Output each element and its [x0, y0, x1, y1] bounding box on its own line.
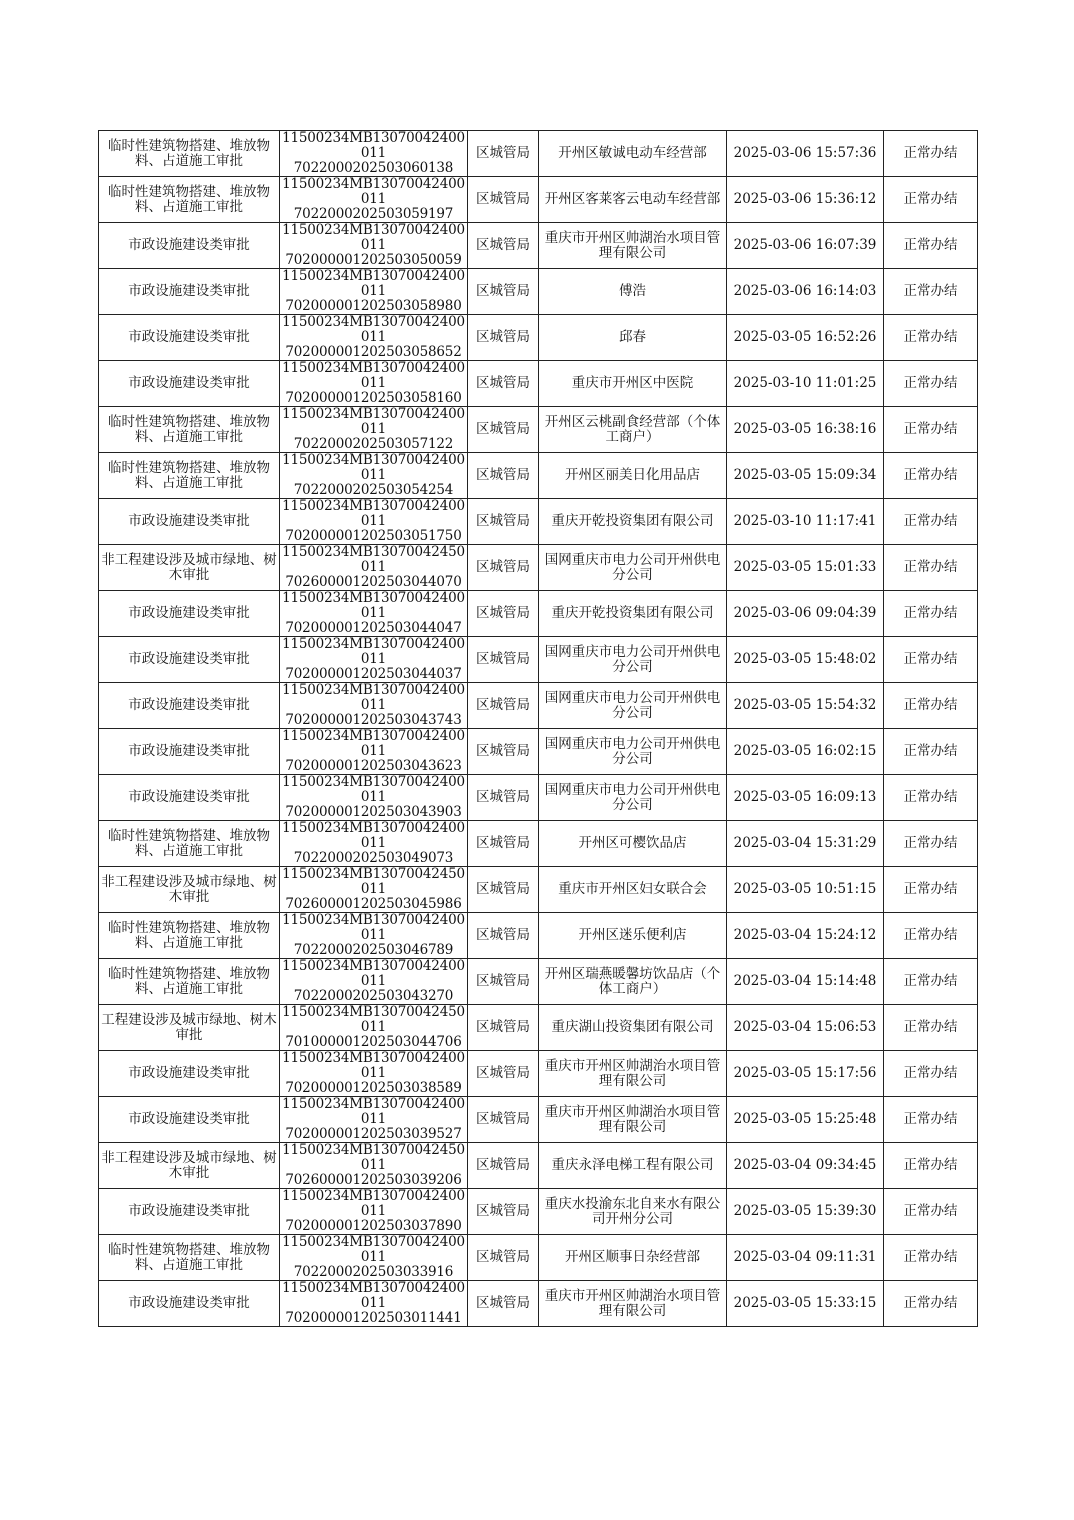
status-cell: 正常办结 [884, 545, 978, 591]
completion-time-cell: 2025-03-10 11:17:41 [727, 499, 884, 545]
approval-type-cell: 市政设施建设类审批 [99, 499, 280, 545]
case-code-line: 7022000202503043270 [293, 988, 454, 1004]
status-cell: 正常办结 [884, 913, 978, 959]
table-row [99, 1281, 978, 1327]
case-code-line: 11500234MB13070042400011 [282, 1096, 465, 1127]
case-code-cell [280, 913, 468, 959]
completion-time-cell: 2025-03-05 16:02:15 [727, 729, 884, 775]
case-code-line: 11500234MB13070042450011 [282, 1004, 465, 1035]
completion-time-cell: 2025-03-05 15:25:48 [727, 1097, 884, 1143]
case-code-cell [280, 591, 468, 637]
applicant-cell: 重庆市开州区中医院 [539, 361, 727, 407]
applicant-cell: 国网重庆市电力公司开州供电分公司 [539, 683, 727, 729]
case-code-line: 702000001202503058652 [285, 344, 462, 360]
completion-time-cell: 2025-03-05 15:09:34 [727, 453, 884, 499]
case-code-cell [280, 1097, 468, 1143]
applicant-cell: 重庆开乾投资集团有限公司 [539, 499, 727, 545]
case-code-line: 702000001202503058160 [285, 390, 462, 406]
case-code-line: 11500234MB13070042400011 [282, 682, 465, 713]
case-code-cell [280, 361, 468, 407]
status-cell: 正常办结 [884, 867, 978, 913]
case-code-line: 11500234MB13070042400011 [282, 774, 465, 805]
case-code-line: 702000001202503050059 [285, 252, 462, 268]
table-row [99, 867, 978, 913]
case-code-line: 7022000202503033916 [293, 1264, 454, 1280]
case-code-line: 11500234MB13070042400011 [282, 1050, 465, 1081]
case-code-cell [280, 683, 468, 729]
table-row [99, 269, 978, 315]
case-code-cell [280, 775, 468, 821]
applicant-cell: 重庆永泽电梯工程有限公司 [539, 1143, 727, 1189]
department-cell: 区城管局 [468, 775, 539, 821]
department-cell: 区城管局 [468, 1189, 539, 1235]
case-code-line: 702000001202503051750 [285, 528, 462, 544]
status-cell: 正常办结 [884, 1097, 978, 1143]
applicant-cell: 重庆市开州区妇女联合会 [539, 867, 727, 913]
department-cell: 区城管局 [468, 821, 539, 867]
case-code-line: 11500234MB13070042400011 [282, 912, 465, 943]
table-row [99, 729, 978, 775]
table-row [99, 1097, 978, 1143]
applicant-cell: 傅浩 [539, 269, 727, 315]
applicant-cell: 开州区顺事日杂经营部 [539, 1235, 727, 1281]
case-code-cell [280, 729, 468, 775]
department-cell: 区城管局 [468, 545, 539, 591]
applicant-cell: 开州区云桃副食经营部（个体工商户） [539, 407, 727, 453]
case-code-line: 701000001202503044706 [285, 1034, 462, 1050]
case-code-line: 702000001202503044047 [285, 620, 462, 636]
approval-type-cell: 市政设施建设类审批 [99, 1051, 280, 1097]
table-row [99, 683, 978, 729]
status-cell: 正常办结 [884, 637, 978, 683]
case-code-line: 702000001202503043743 [285, 712, 462, 728]
case-code-cell [280, 1281, 468, 1327]
department-cell: 区城管局 [468, 1051, 539, 1097]
case-code-line: 702000001202503037890 [285, 1218, 462, 1234]
approval-type-cell: 临时性建筑物搭建、堆放物料、占道施工审批 [99, 131, 280, 177]
department-cell: 区城管局 [468, 223, 539, 269]
table-row [99, 453, 978, 499]
case-code-line: 702000001202503011441 [285, 1310, 462, 1326]
case-code-line: 11500234MB13070042400011 [282, 498, 465, 529]
case-code-line: 702000001202503039527 [285, 1126, 462, 1142]
case-code-cell [280, 177, 468, 223]
approval-type-cell: 非工程建设涉及城市绿地、树木审批 [99, 545, 280, 591]
status-cell: 正常办结 [884, 821, 978, 867]
applicant-cell: 国网重庆市电力公司开州供电分公司 [539, 775, 727, 821]
applicant-cell: 重庆市开州区帅湖治水项目管理有限公司 [539, 223, 727, 269]
case-code-line: 11500234MB13070042400011 [282, 452, 465, 483]
status-cell: 正常办结 [884, 1005, 978, 1051]
table-row [99, 821, 978, 867]
table-row [99, 775, 978, 821]
completion-time-cell: 2025-03-04 15:14:48 [727, 959, 884, 1005]
department-cell: 区城管局 [468, 867, 539, 913]
approval-type-cell: 临时性建筑物搭建、堆放物料、占道施工审批 [99, 959, 280, 1005]
table-row [99, 177, 978, 223]
approval-type-cell: 临时性建筑物搭建、堆放物料、占道施工审批 [99, 407, 280, 453]
case-code-line: 11500234MB13070042400011 [282, 314, 465, 345]
case-code-line: 11500234MB13070042400011 [282, 958, 465, 989]
table-row [99, 591, 978, 637]
case-code-line: 11500234MB13070042400011 [282, 1188, 465, 1219]
status-cell: 正常办结 [884, 177, 978, 223]
department-cell: 区城管局 [468, 499, 539, 545]
status-cell: 正常办结 [884, 591, 978, 637]
approval-type-cell: 市政设施建设类审批 [99, 775, 280, 821]
case-code-cell [280, 315, 468, 361]
case-code-line: 11500234MB13070042400011 [282, 222, 465, 253]
approval-type-cell: 市政设施建设类审批 [99, 269, 280, 315]
completion-time-cell: 2025-03-05 16:52:26 [727, 315, 884, 361]
department-cell: 区城管局 [468, 361, 539, 407]
completion-time-cell: 2025-03-06 16:14:03 [727, 269, 884, 315]
approval-type-cell: 市政设施建设类审批 [99, 361, 280, 407]
case-code-line: 11500234MB13070042400011 [282, 176, 465, 207]
case-code-cell [280, 637, 468, 683]
case-code-cell [280, 223, 468, 269]
department-cell: 区城管局 [468, 177, 539, 223]
applicant-cell: 重庆市开州区帅湖治水项目管理有限公司 [539, 1281, 727, 1327]
case-code-line: 7022000202503049073 [293, 850, 454, 866]
applicant-cell: 邱春 [539, 315, 727, 361]
case-code-line: 702000001202503044037 [285, 666, 462, 682]
case-code-cell [280, 269, 468, 315]
case-code-line: 7022000202503046789 [293, 942, 454, 958]
completion-time-cell: 2025-03-05 10:51:15 [727, 867, 884, 913]
approval-type-cell: 市政设施建设类审批 [99, 315, 280, 361]
case-code-cell [280, 1235, 468, 1281]
case-code-line: 702000001202503043623 [285, 758, 462, 774]
status-cell: 正常办结 [884, 683, 978, 729]
applicant-cell: 重庆开乾投资集团有限公司 [539, 591, 727, 637]
completion-time-cell: 2025-03-04 15:31:29 [727, 821, 884, 867]
applicant-cell: 开州区迷乐便利店 [539, 913, 727, 959]
department-cell: 区城管局 [468, 1281, 539, 1327]
completion-time-cell: 2025-03-04 15:24:12 [727, 913, 884, 959]
applicant-cell: 重庆市开州区帅湖治水项目管理有限公司 [539, 1051, 727, 1097]
case-code-cell [280, 1143, 468, 1189]
case-code-line: 11500234MB13070042400011 [282, 130, 465, 161]
approval-type-cell: 临时性建筑物搭建、堆放物料、占道施工审批 [99, 1235, 280, 1281]
status-cell: 正常办结 [884, 269, 978, 315]
table-row [99, 499, 978, 545]
case-code-line: 702000001202503058980 [285, 298, 462, 314]
approval-records-table [98, 130, 978, 1327]
case-code-line: 11500234MB13070042400011 [282, 820, 465, 851]
status-cell: 正常办结 [884, 1235, 978, 1281]
table-row [99, 315, 978, 361]
approval-type-cell: 临时性建筑物搭建、堆放物料、占道施工审批 [99, 177, 280, 223]
case-code-line: 702600001202503044070 [285, 574, 462, 590]
table-row [99, 1143, 978, 1189]
applicant-cell: 开州区客莱客云电动车经营部 [539, 177, 727, 223]
department-cell: 区城管局 [468, 1005, 539, 1051]
approval-type-cell: 市政设施建设类审批 [99, 1097, 280, 1143]
approval-type-cell: 临时性建筑物搭建、堆放物料、占道施工审批 [99, 453, 280, 499]
department-cell: 区城管局 [468, 1097, 539, 1143]
approval-type-cell: 市政设施建设类审批 [99, 591, 280, 637]
approval-type-cell: 市政设施建设类审批 [99, 223, 280, 269]
completion-time-cell: 2025-03-06 16:07:39 [727, 223, 884, 269]
table-row [99, 361, 978, 407]
applicant-cell: 开州区丽美日化用品店 [539, 453, 727, 499]
department-cell: 区城管局 [468, 407, 539, 453]
approval-type-cell: 非工程建设涉及城市绿地、树木审批 [99, 867, 280, 913]
case-code-cell [280, 1189, 468, 1235]
completion-time-cell: 2025-03-05 15:48:02 [727, 637, 884, 683]
case-code-cell [280, 867, 468, 913]
status-cell: 正常办结 [884, 407, 978, 453]
applicant-cell: 国网重庆市电力公司开州供电分公司 [539, 545, 727, 591]
completion-time-cell: 2025-03-05 16:38:16 [727, 407, 884, 453]
completion-time-cell: 2025-03-05 15:33:15 [727, 1281, 884, 1327]
case-code-line: 7022000202503054254 [293, 482, 454, 498]
applicant-cell: 重庆水投渝东北自来水有限公司开州分公司 [539, 1189, 727, 1235]
status-cell: 正常办结 [884, 1189, 978, 1235]
status-cell: 正常办结 [884, 131, 978, 177]
case-code-line: 7022000202503059197 [293, 206, 454, 222]
status-cell: 正常办结 [884, 959, 978, 1005]
completion-time-cell: 2025-03-05 15:54:32 [727, 683, 884, 729]
approval-type-cell: 市政设施建设类审批 [99, 637, 280, 683]
applicant-cell: 国网重庆市电力公司开州供电分公司 [539, 637, 727, 683]
table-row [99, 637, 978, 683]
applicant-cell: 开州区敏诚电动车经营部 [539, 131, 727, 177]
status-cell: 正常办结 [884, 729, 978, 775]
status-cell: 正常办结 [884, 499, 978, 545]
table-row [99, 913, 978, 959]
case-code-line: 11500234MB13070042400011 [282, 590, 465, 621]
department-cell: 区城管局 [468, 637, 539, 683]
case-code-line: 702600001202503039206 [285, 1172, 462, 1188]
case-code-cell [280, 499, 468, 545]
case-code-cell [280, 821, 468, 867]
table-row [99, 223, 978, 269]
approval-type-cell: 市政设施建设类审批 [99, 683, 280, 729]
case-code-cell [280, 1051, 468, 1097]
case-code-line: 702600001202503045986 [285, 896, 462, 912]
case-code-line: 11500234MB13070042450011 [282, 1142, 465, 1173]
completion-time-cell: 2025-03-10 11:01:25 [727, 361, 884, 407]
table-row [99, 407, 978, 453]
completion-time-cell: 2025-03-05 15:39:30 [727, 1189, 884, 1235]
status-cell: 正常办结 [884, 775, 978, 821]
approval-type-cell: 市政设施建设类审批 [99, 1189, 280, 1235]
case-code-cell [280, 131, 468, 177]
case-code-line: 11500234MB13070042400011 [282, 360, 465, 391]
status-cell: 正常办结 [884, 1051, 978, 1097]
status-cell: 正常办结 [884, 361, 978, 407]
department-cell: 区城管局 [468, 453, 539, 499]
status-cell: 正常办结 [884, 453, 978, 499]
case-code-line: 7022000202503057122 [293, 436, 454, 452]
case-code-line: 11500234MB13070042450011 [282, 866, 465, 897]
case-code-line: 11500234MB13070042400011 [282, 728, 465, 759]
department-cell: 区城管局 [468, 959, 539, 1005]
case-code-cell [280, 959, 468, 1005]
case-code-line: 11500234MB13070042400011 [282, 406, 465, 437]
applicant-cell: 开州区可樱饮品店 [539, 821, 727, 867]
case-code-cell [280, 545, 468, 591]
table-row [99, 1189, 978, 1235]
records-table-body [99, 131, 978, 1327]
case-code-line: 702000001202503043903 [285, 804, 462, 820]
approval-type-cell: 工程建设涉及城市绿地、树木审批 [99, 1005, 280, 1051]
department-cell: 区城管局 [468, 729, 539, 775]
table-row [99, 545, 978, 591]
department-cell: 区城管局 [468, 1143, 539, 1189]
completion-time-cell: 2025-03-05 15:01:33 [727, 545, 884, 591]
case-code-cell [280, 453, 468, 499]
completion-time-cell: 2025-03-04 09:11:31 [727, 1235, 884, 1281]
case-code-line: 11500234MB13070042400011 [282, 1280, 465, 1311]
applicant-cell: 重庆市开州区帅湖治水项目管理有限公司 [539, 1097, 727, 1143]
table-row [99, 1235, 978, 1281]
case-code-line: 702000001202503038589 [285, 1080, 462, 1096]
case-code-line: 11500234MB13070042400011 [282, 636, 465, 667]
approval-type-cell: 非工程建设涉及城市绿地、树木审批 [99, 1143, 280, 1189]
applicant-cell: 国网重庆市电力公司开州供电分公司 [539, 729, 727, 775]
completion-time-cell: 2025-03-05 15:17:56 [727, 1051, 884, 1097]
table-row [99, 1051, 978, 1097]
department-cell: 区城管局 [468, 315, 539, 361]
completion-time-cell: 2025-03-06 09:04:39 [727, 591, 884, 637]
approval-type-cell: 市政设施建设类审批 [99, 1281, 280, 1327]
status-cell: 正常办结 [884, 1281, 978, 1327]
case-code-line: 7022000202503060138 [293, 160, 454, 176]
approval-type-cell: 临时性建筑物搭建、堆放物料、占道施工审批 [99, 821, 280, 867]
department-cell: 区城管局 [468, 1235, 539, 1281]
table-row [99, 959, 978, 1005]
completion-time-cell: 2025-03-06 15:57:36 [727, 131, 884, 177]
status-cell: 正常办结 [884, 315, 978, 361]
department-cell: 区城管局 [468, 269, 539, 315]
case-code-line: 11500234MB13070042450011 [282, 544, 465, 575]
table-row [99, 131, 978, 177]
completion-time-cell: 2025-03-05 16:09:13 [727, 775, 884, 821]
department-cell: 区城管局 [468, 131, 539, 177]
department-cell: 区城管局 [468, 591, 539, 637]
case-code-line: 11500234MB13070042400011 [282, 1234, 465, 1265]
table-row [99, 1005, 978, 1051]
case-code-cell [280, 407, 468, 453]
completion-time-cell: 2025-03-04 15:06:53 [727, 1005, 884, 1051]
case-code-line: 11500234MB13070042400011 [282, 268, 465, 299]
status-cell: 正常办结 [884, 1143, 978, 1189]
completion-time-cell: 2025-03-04 09:34:45 [727, 1143, 884, 1189]
applicant-cell: 开州区瑞燕暖馨坊饮品店（个体工商户） [539, 959, 727, 1005]
approval-type-cell: 市政设施建设类审批 [99, 729, 280, 775]
case-code-cell [280, 1005, 468, 1051]
completion-time-cell: 2025-03-06 15:36:12 [727, 177, 884, 223]
department-cell: 区城管局 [468, 913, 539, 959]
status-cell: 正常办结 [884, 223, 978, 269]
department-cell: 区城管局 [468, 683, 539, 729]
applicant-cell: 重庆湖山投资集团有限公司 [539, 1005, 727, 1051]
approval-type-cell: 临时性建筑物搭建、堆放物料、占道施工审批 [99, 913, 280, 959]
